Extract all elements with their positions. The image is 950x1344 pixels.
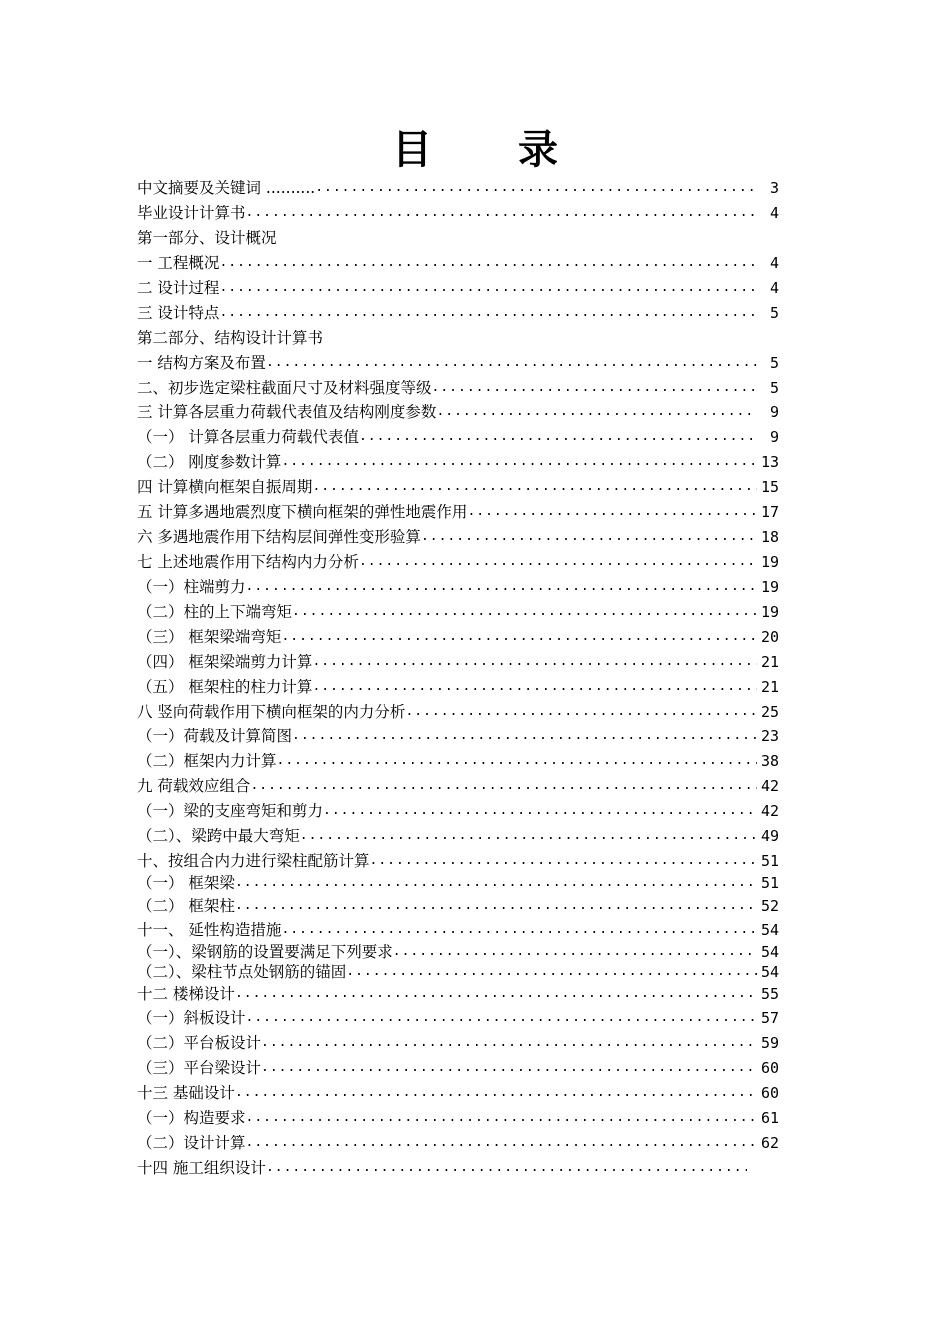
toc-leader-dots: [246, 577, 757, 597]
toc-leader-dots: [359, 427, 757, 447]
toc-entry-page: 60: [760, 1059, 779, 1077]
toc-entry: [137, 326, 779, 348]
toc-entry: [137, 226, 779, 248]
toc-entry-page: 13: [760, 453, 779, 471]
toc-entry-page: 9: [769, 403, 779, 421]
toc-entry-page: 20: [760, 628, 779, 646]
toc-entry-label: 十、按组合内力进行梁柱配筋计算: [137, 852, 370, 870]
toc-entry-label: （一）荷载及计算简图: [137, 727, 293, 745]
toc-leader-dots: [346, 962, 757, 982]
toc-entry-label: 四 计算横向框架自振周期: [137, 478, 313, 496]
toc-leader-dots: [246, 203, 757, 223]
toc-leader-dots: [432, 378, 757, 398]
toc-entry-page: 18: [760, 528, 779, 546]
toc-entry-label: 七 上述地震作用下结构内力分析: [137, 553, 359, 571]
toc-leader-dots: [292, 726, 757, 746]
toc-entry: [137, 475, 779, 497]
toc-entry-label: 三 设计特点: [137, 304, 220, 322]
toc-leader-dots: [235, 1083, 757, 1103]
toc-entry: [137, 425, 779, 447]
toc-entry-page: 9: [769, 428, 779, 446]
toc-leader-dots: [359, 552, 757, 572]
toc-leader-dots: [393, 942, 757, 962]
toc-entry: [137, 301, 779, 323]
toc-entry: [137, 1156, 747, 1178]
toc-entry-page: 25: [760, 703, 779, 721]
toc-leader-dots: [312, 677, 757, 697]
toc-entry: [137, 940, 779, 962]
toc-entry-label: 十一、 延性构造措施: [137, 921, 282, 939]
toc-entry: [137, 201, 779, 223]
toc-entry: [137, 550, 779, 572]
toc-entry-label: 第一部分、设计概况: [137, 229, 277, 247]
toc-entry-label: （五） 框架柱的柱力计算: [137, 678, 313, 696]
toc-entry-page: 19: [760, 553, 779, 571]
toc-leader-dots: [467, 502, 757, 522]
toc-entry: [137, 1131, 779, 1153]
toc-entry-page: 5: [769, 354, 779, 372]
toc-entry-page: 61: [760, 1109, 779, 1127]
toc-entry-label: 一 工程概况: [137, 254, 220, 272]
toc-leader-dots: [323, 801, 757, 821]
toc-leader-dots: [281, 920, 757, 940]
toc-entry-label: （四） 框架梁端剪力计算: [137, 653, 313, 671]
toc-leader-dots: [266, 1158, 747, 1178]
toc-leader-dots: [312, 652, 757, 672]
toc-entry-page: 4: [769, 279, 779, 297]
toc-entry: [137, 500, 779, 522]
toc-entry: [137, 1106, 779, 1128]
toc-entry-page: 38: [760, 752, 779, 770]
toc-entry-label: （二） 刚度参数计算: [137, 453, 282, 471]
toc-entry-page: 5: [769, 304, 779, 322]
toc-entry-page: 3: [769, 179, 779, 197]
toc-entry: [137, 799, 779, 821]
toc-entry-page: 51: [760, 874, 779, 892]
toc-entry-page: 19: [760, 603, 779, 621]
toc-entry-label: 九 荷载效应组合: [137, 777, 251, 795]
toc-entry-page: 57: [760, 1009, 779, 1027]
toc-leader-dots: [246, 1008, 757, 1028]
toc-entry-label: （一）柱端剪力: [137, 578, 246, 596]
toc-leader-dots: [300, 826, 757, 846]
toc-entry-page: 42: [760, 777, 779, 795]
toc-leader-dots: [277, 751, 757, 771]
toc-entry-label: 一 结构方案及布置: [137, 354, 266, 372]
toc-entry-label: 五 计算多遇地震烈度下横向框架的弹性地震作用: [137, 503, 468, 521]
toc-entry: [137, 1031, 779, 1053]
toc-entry: [137, 525, 779, 547]
toc-entry: [137, 351, 779, 373]
toc-entry-label: 中文摘要及关键词 ..........: [137, 179, 316, 197]
toc-leader-dots: [405, 702, 757, 722]
toc-leader-dots: [281, 452, 757, 472]
toc-leader-dots: [219, 278, 757, 298]
toc-leader-dots: [235, 873, 757, 893]
toc-entry-label: （一） 计算各层重力荷载代表值: [137, 428, 359, 446]
toc-entry-page: 51: [760, 852, 779, 870]
toc-entry: [137, 1056, 779, 1078]
toc-entry-label: （二）、梁跨中最大弯矩: [137, 827, 300, 845]
toc-entry: [137, 625, 779, 647]
toc-entry: [137, 774, 779, 796]
toc-entry: [137, 724, 779, 746]
toc-entry-label: （二）、梁柱节点处钢筋的锚固: [137, 963, 347, 981]
toc-entry-label: （三）平台梁设计: [137, 1059, 262, 1077]
toc-entry-label: 第二部分、结构设计计算书: [137, 329, 324, 347]
toc-entry-page: 54: [760, 943, 779, 961]
toc-entry: [137, 749, 779, 771]
toc-entry-label: 八 竖向荷载作用下横向框架的内力分析: [137, 703, 406, 721]
toc-entry: [137, 650, 779, 672]
toc-leader-dots: [266, 353, 757, 373]
toc-leader-dots: [235, 984, 757, 1004]
toc-entry-label: （二）设计计算: [137, 1134, 246, 1152]
toc-entry-page: 5: [769, 379, 779, 397]
toc-leader-dots: [235, 896, 757, 916]
toc-entry-page: 62: [760, 1134, 779, 1152]
toc-entry-page: 60: [760, 1084, 779, 1102]
toc-entry-label: 毕业设计计算书: [137, 204, 246, 222]
toc-entry-label: （一）斜板设计: [137, 1009, 246, 1027]
toc-leader-dots: [370, 851, 757, 871]
toc-leader-dots: [292, 602, 757, 622]
toc-leader-dots: [436, 402, 757, 422]
toc-entry: [137, 450, 779, 472]
toc-entry: [137, 824, 779, 846]
toc-entry-label: （一）构造要求: [137, 1109, 246, 1127]
toc-entry: [137, 1081, 779, 1103]
toc-leader-dots: [246, 1133, 757, 1153]
toc-entry-label: （一） 框架梁: [137, 874, 235, 892]
toc-entry: [137, 700, 779, 722]
toc-entry: [137, 575, 779, 597]
toc-entry-label: （二） 框架柱: [137, 897, 235, 915]
toc-entry-label: （三） 框架梁端弯矩: [137, 628, 282, 646]
toc-entry-page: 54: [760, 963, 779, 981]
toc-entry: [137, 894, 779, 916]
toc-entry-page: 19: [760, 578, 779, 596]
toc-entry: [137, 176, 779, 198]
toc-entry: [137, 918, 779, 940]
toc-entry-page: 15: [760, 478, 779, 496]
toc-entry-label: 六 多遇地震作用下结构层间弹性变形验算: [137, 528, 421, 546]
toc-entry-label: （二）平台板设计: [137, 1034, 262, 1052]
toc-leader-dots: [261, 1033, 757, 1053]
toc-entry-page: 21: [760, 678, 779, 696]
toc-entry: [137, 400, 779, 422]
toc-entry-page: 55: [760, 985, 779, 1003]
toc-entry: [137, 960, 779, 982]
toc-entry-page: 42: [760, 802, 779, 820]
toc-entry-label: （二）框架内力计算: [137, 752, 277, 770]
toc-leader-dots: [315, 178, 757, 198]
toc-entry-label: 三 计算各层重力荷载代表值及结构刚度参数: [137, 403, 437, 421]
toc-entry: [137, 376, 779, 398]
toc-leader-dots: [246, 1108, 757, 1128]
toc-entry-label: （二）柱的上下端弯矩: [137, 603, 293, 621]
toc-entry: [137, 849, 779, 871]
page-title: 目 录: [392, 126, 594, 173]
toc-leader-dots: [281, 627, 757, 647]
toc-entry: [137, 276, 779, 298]
toc-leader-dots: [250, 776, 757, 796]
toc-leader-dots: [312, 477, 757, 497]
toc-leader-dots: [219, 303, 757, 323]
toc-entry-page: 17: [760, 503, 779, 521]
toc-entry: [137, 871, 779, 893]
toc-entry-label: 十二 楼梯设计: [137, 985, 235, 1003]
toc-entry-page: 52: [760, 897, 779, 915]
toc-leader-dots: [261, 1058, 757, 1078]
toc-entry-page: 49: [760, 827, 779, 845]
toc-entry-label: 十三 基础设计: [137, 1084, 235, 1102]
toc-entry-page: 59: [760, 1034, 779, 1052]
toc-entry-label: 二 设计过程: [137, 279, 220, 297]
toc-leader-dots: [421, 527, 757, 547]
toc-entry: [137, 251, 779, 273]
toc-entry: [137, 600, 779, 622]
toc-entry-page: 54: [760, 921, 779, 939]
toc-entry-page: 4: [769, 254, 779, 272]
toc-entry-label: （一）、梁钢筋的设置要满足下列要求: [137, 943, 393, 961]
toc-entry-label: （一）梁的支座弯矩和剪力: [137, 802, 324, 820]
toc-entry-label: 十四 施工组织设计: [137, 1159, 266, 1177]
toc-entry-page: 21: [760, 653, 779, 671]
toc-entry: [137, 982, 779, 1004]
toc-entry-page: 23: [760, 727, 779, 745]
toc-entry: [137, 1006, 779, 1028]
toc-entry-page: 4: [769, 204, 779, 222]
toc-entry: [137, 675, 779, 697]
toc-entry-label: 二、初步选定梁柱截面尺寸及材料强度等级: [137, 379, 432, 397]
toc-leader-dots: [219, 253, 757, 273]
